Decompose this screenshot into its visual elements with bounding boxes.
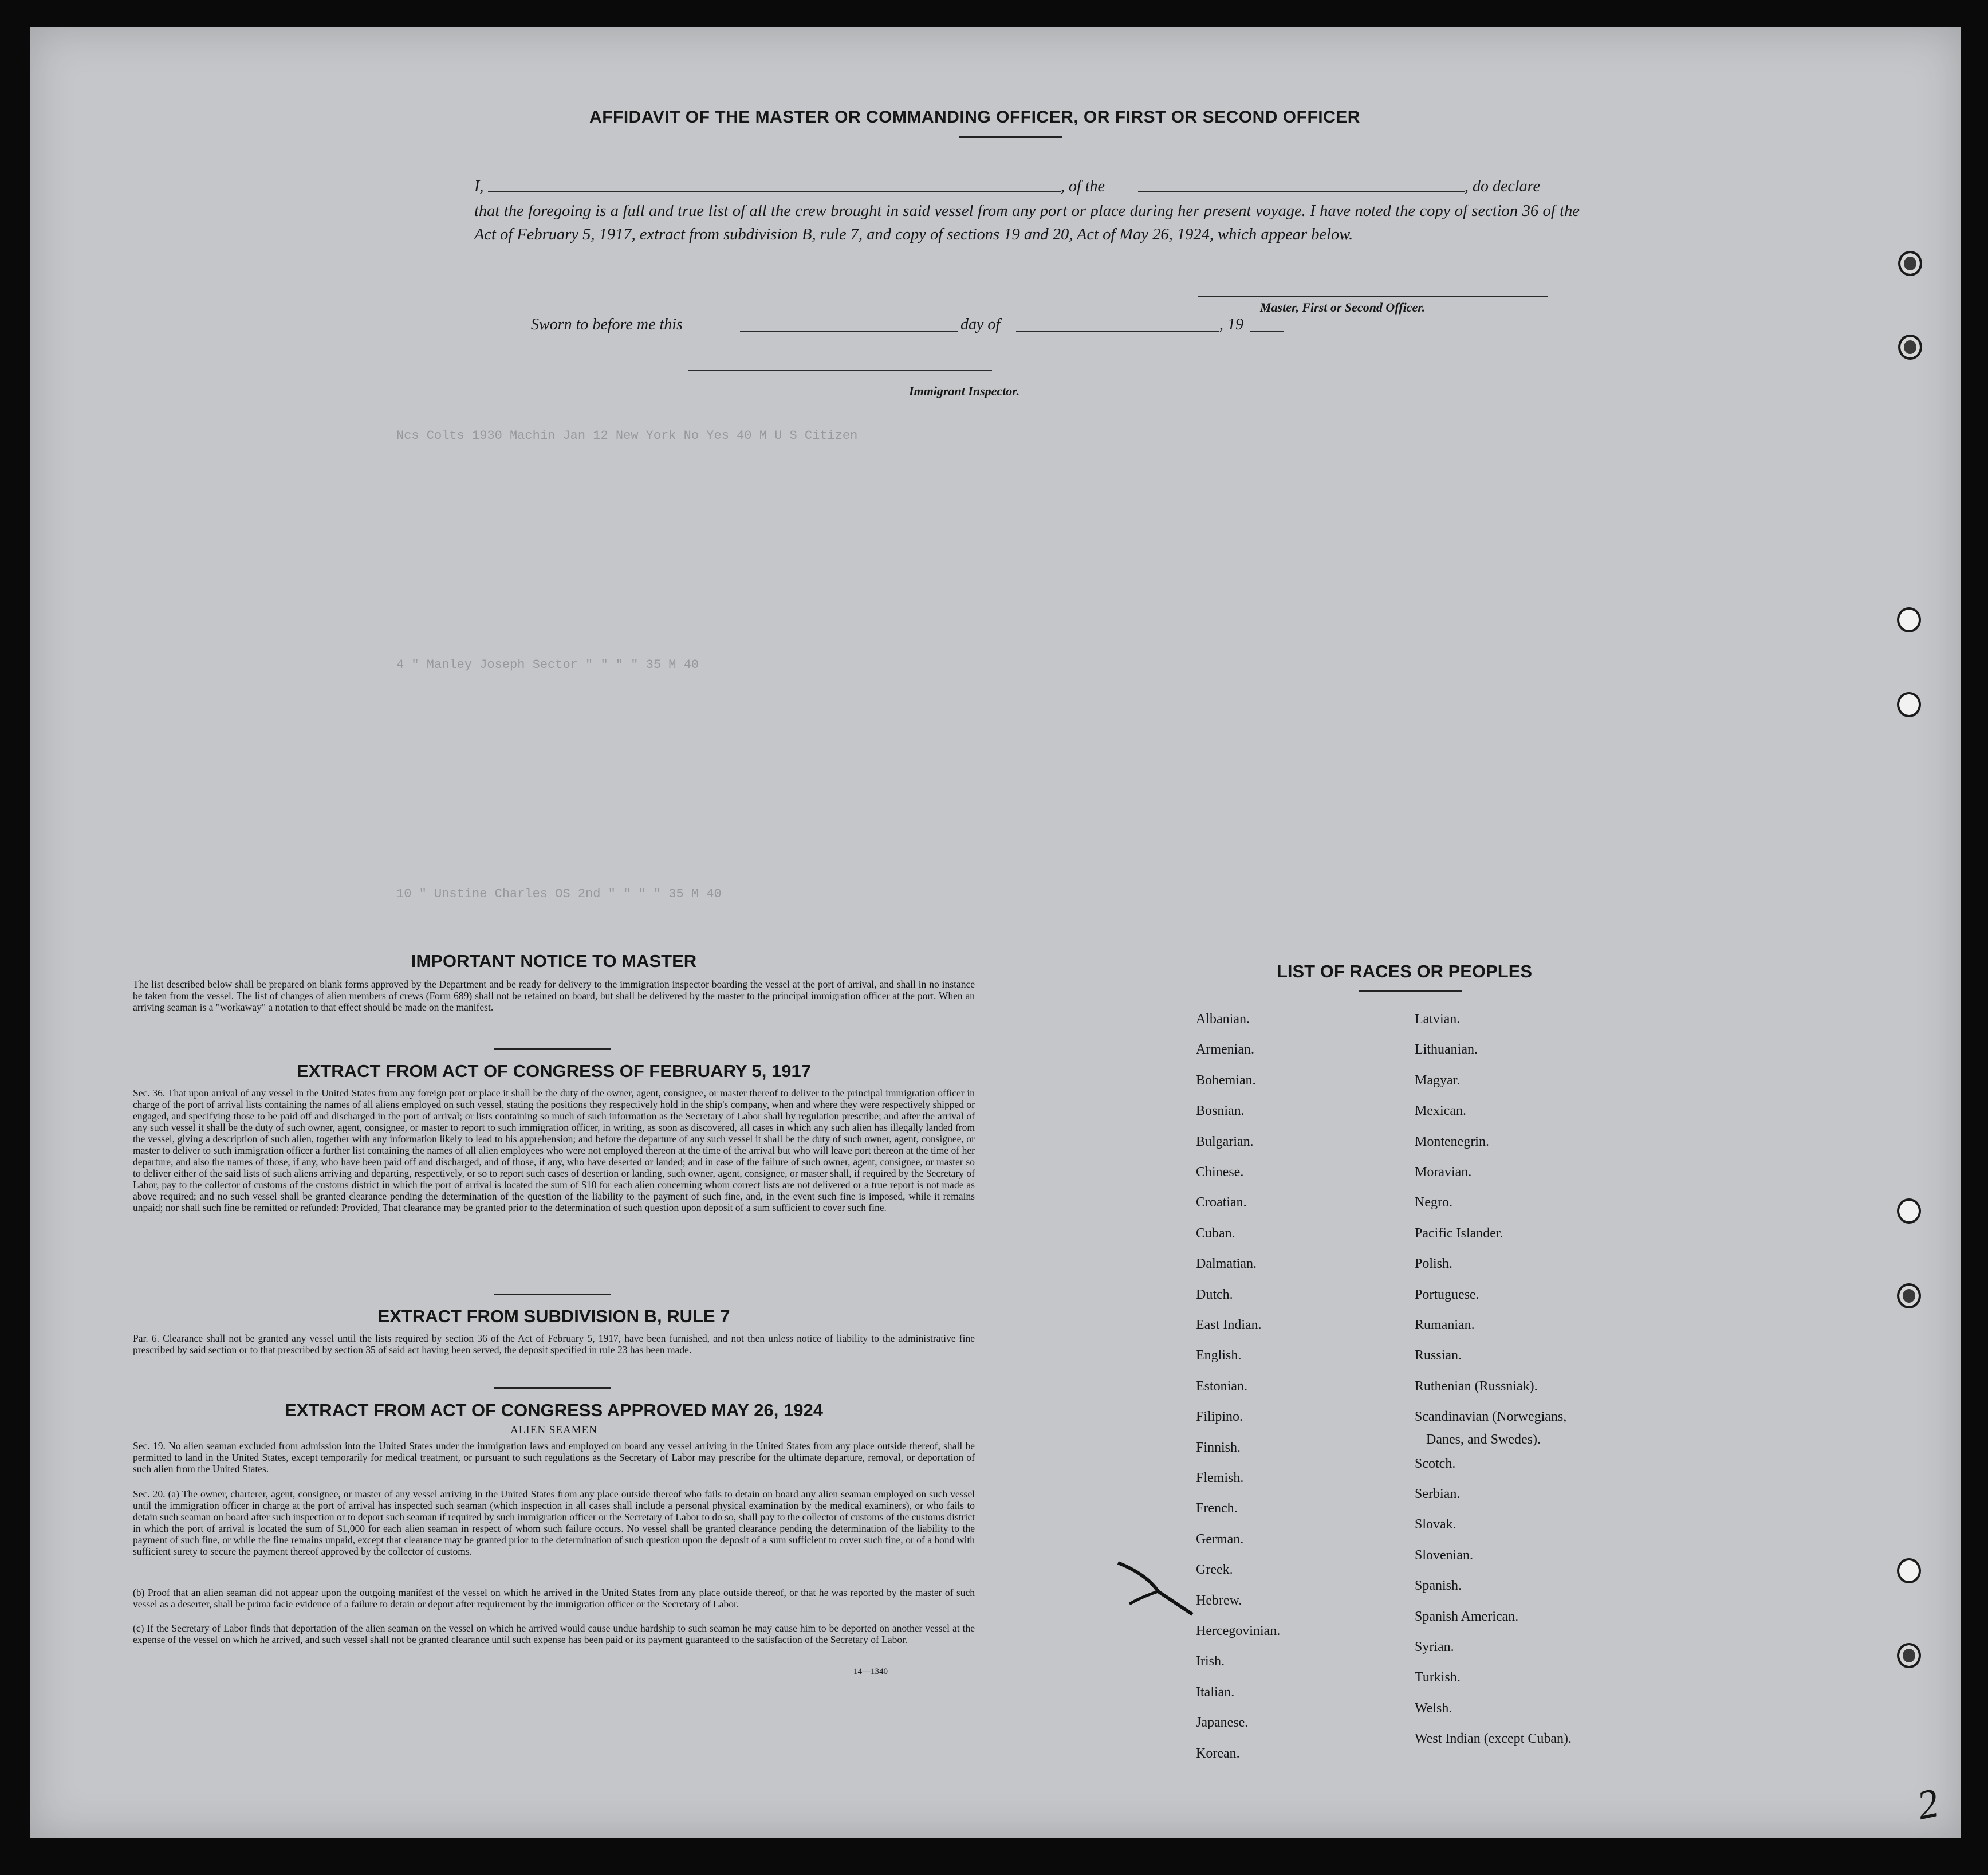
race-item: Moravian.	[1415, 1165, 1472, 1180]
bleed-through-text: 4 " Manley Joseph Sector " " " " 35 M 40	[396, 658, 699, 672]
title-divider	[959, 136, 1062, 138]
race-item: Finnish.	[1196, 1440, 1241, 1455]
race-item: Russian.	[1415, 1348, 1462, 1363]
binder-hole	[1897, 1558, 1921, 1583]
race-item: French.	[1196, 1501, 1238, 1516]
races-divider	[1359, 990, 1462, 992]
affidavit-declare-label: , do declare	[1465, 178, 1540, 195]
affidavit-i-label: I,	[474, 178, 484, 195]
race-item: Scotch.	[1415, 1456, 1456, 1471]
year-prefix-label: , 19	[1219, 316, 1243, 333]
binder-hole	[1897, 1283, 1921, 1308]
binder-hole	[1898, 251, 1922, 276]
race-item: Greek.	[1196, 1562, 1233, 1578]
race-item: Korean.	[1196, 1746, 1240, 1761]
section-divider	[494, 1048, 611, 1050]
act-1924-sec20a: Sec. 20. (a) The owner, charterer, agent, consignee, or master of any vessel arriving in the United States from any place outside thereof who fails to detain on board any alien seaman employed on such vessel until the immigration officer in charge at the port of arrival has inspected such seaman (which inspection in all cases shall include a personal physical examination by the medical examiners), or who fails to detain such seaman on board after such inspection or to deport such seaman if required by such immigration officer or the Secretary of Labor to do so, shall pay to the collector of customs of the customs district in which the port of arrival is located the sum of $1,000 for each alien seaman in respect of whom such failure occurs. No vessel shall be granted clearance pending the determination of the liability to the payment of such fine, or while the fine remains unpaid, except that clearance may be granted prior to the determination of such question upon the deposit of a sum sufficient to cover such fine, or of a bond with sufficient surety to secure the payment thereof approved by the collector of customs.	[133, 1488, 975, 1557]
sworn-label: Sworn to before me this	[531, 316, 683, 333]
race-item: Slovak.	[1415, 1517, 1456, 1532]
race-item: Polish.	[1415, 1256, 1453, 1272]
form-number: 14—1340	[853, 1667, 888, 1676]
inspector-signature-label: Immigrant Inspector.	[909, 384, 1020, 398]
act-1924-sec20c: (c) If the Secretary of Labor finds that deportation of the alien seaman on the vessel on which he arrived would cause undue hardship to such seaman he may cause him to be deported on another vessel at the expense of the vessel on which he arrived, and such vessel shall not be granted clearance until such expense has been paid or its payment guaranteed to the satisfaction of the Secretary of Labor.	[133, 1622, 975, 1645]
section-divider	[494, 1387, 611, 1389]
act-1917-title: EXTRACT FROM ACT OF CONGRESS OF FEBRUARY 5, 1917	[297, 1061, 811, 1081]
binder-hole	[1897, 607, 1921, 632]
race-item: Danes, and Swedes).	[1426, 1432, 1541, 1447]
race-item: Estonian.	[1196, 1378, 1247, 1394]
affidavit-of-the-label: , of the	[1061, 178, 1105, 195]
race-item: Turkish.	[1415, 1670, 1461, 1685]
race-item: Dalmatian.	[1196, 1256, 1257, 1272]
affidavit-title: AFFIDAVIT OF THE MASTER OR COMMANDING OFFICER, OR FIRST OR SECOND OFFICER	[589, 108, 1360, 127]
bleed-through-text: Ncs Colts 1930 Machin Jan 12 New York No Yes 40 M U S Citizen	[396, 429, 858, 443]
race-item: Italian.	[1196, 1684, 1235, 1700]
master-signature-label: Master, First or Second Officer.	[1260, 300, 1426, 315]
bleed-through-text: 10 " Unstine Charles OS 2nd " " " " 35 M 40	[396, 887, 722, 901]
race-item: Irish.	[1196, 1654, 1225, 1669]
race-item: Filipino.	[1196, 1409, 1243, 1425]
affidavit-body: that the foregoing is a full and true list of all the crew brought in said vessel from any port or place during her present voyage. I have noted the copy of section 36 of the Act of February 5, 1917, extract from subdivision B, rule 7, and copy of sections 19 and 20, Act of May 26, 1924, which appear below.	[474, 202, 1580, 243]
notice-title: IMPORTANT NOTICE TO MASTER	[411, 951, 697, 971]
race-item: Bosnian.	[1196, 1103, 1245, 1119]
race-item: Rumanian.	[1415, 1318, 1475, 1332]
race-item: Syrian.	[1415, 1640, 1454, 1654]
rule-7-title: EXTRACT FROM SUBDIVISION B, RULE 7	[377, 1306, 730, 1326]
race-item: Welsh.	[1415, 1700, 1452, 1716]
pen-check-mark	[1107, 1551, 1198, 1620]
race-item: Montenegrin.	[1415, 1134, 1489, 1149]
notice-text: The list described below shall be prepared on blank forms approved by the Department and be ready for delivery to the immigration inspector boarding the vessel at the port of arrival, and shall in no instance be taken from the vessel. The list of changes of alien members of crews (Form 689) shall not be retained on board, but shall be delivered by the master to the principal immigration officer at the port. When an arriving seaman is a "workaway" a notation to that effect should be made on the manifest.	[133, 978, 975, 1013]
race-item: Spanish American.	[1415, 1609, 1519, 1624]
race-item: Pacific Islander.	[1415, 1225, 1503, 1241]
declarant-name-field[interactable]	[488, 191, 1061, 192]
document-page	[30, 27, 1961, 1838]
race-item: Serbian.	[1415, 1487, 1461, 1501]
race-item: Hebrew.	[1196, 1593, 1242, 1608]
race-item: Cuban.	[1196, 1225, 1235, 1241]
race-item: Dutch.	[1196, 1287, 1233, 1302]
race-item: East Indian.	[1196, 1318, 1262, 1332]
race-item: Negro.	[1415, 1195, 1452, 1210]
act-1924-title: EXTRACT FROM ACT OF CONGRESS APPROVED MAY 26, 1924	[285, 1400, 823, 1420]
sworn-year-field[interactable]	[1250, 331, 1284, 332]
race-item: Bohemian.	[1196, 1072, 1256, 1088]
act-1924-sec20b: (b) Proof that an alien seaman did not appear upon the outgoing manifest of the vessel on which he arrived in the United States from any place outside thereof, or that he was reported by the master of such vessel as a deserter, shall be prima facie evidence of a failure to detain or deport after requirement by the immigration officer or the Secretary of Labor.	[133, 1587, 975, 1610]
race-item: Hercegovinian.	[1196, 1624, 1281, 1638]
binder-hole	[1897, 692, 1921, 717]
race-item: Scandinavian (Norwegians,	[1415, 1409, 1567, 1425]
race-item: English.	[1196, 1348, 1242, 1363]
race-item: Bulgarian.	[1196, 1134, 1254, 1149]
binder-hole	[1898, 335, 1922, 360]
day-of-label: day of	[960, 316, 1001, 333]
binder-hole	[1897, 1198, 1921, 1224]
sworn-day-field[interactable]	[740, 331, 958, 332]
act-1924-subtitle: ALIEN SEAMEN	[510, 1424, 597, 1436]
races-title: LIST OF RACES OR PEOPLES	[1276, 961, 1533, 981]
race-item: Spanish.	[1415, 1578, 1462, 1594]
binder-hole	[1897, 1643, 1921, 1668]
race-item: Magyar.	[1415, 1072, 1461, 1088]
race-item: Mexican.	[1415, 1103, 1466, 1119]
vessel-name-field[interactable]	[1138, 191, 1465, 192]
page-number: 2	[1912, 1779, 1943, 1829]
master-signature-line[interactable]	[1198, 296, 1548, 297]
race-item: Flemish.	[1196, 1471, 1244, 1485]
race-item: German.	[1196, 1531, 1244, 1547]
race-item: Portuguese.	[1415, 1287, 1479, 1302]
race-item: Lithuanian.	[1415, 1042, 1478, 1058]
inspector-signature-line[interactable]	[688, 370, 992, 371]
race-item: Ruthenian (Russniak).	[1415, 1378, 1538, 1394]
sworn-month-field[interactable]	[1016, 331, 1219, 332]
race-item: Slovenian.	[1415, 1547, 1473, 1563]
race-item: West Indian (except Cuban).	[1415, 1731, 1572, 1747]
race-item: Latvian.	[1415, 1012, 1461, 1027]
race-item: Albanian.	[1196, 1012, 1250, 1027]
race-item: Armenian.	[1196, 1042, 1254, 1058]
act-1924-sec19: Sec. 19. No alien seaman excluded from admission into the United States under the immigration laws and employed on board any vessel arriving in the United States from any place outside thereof, shall be permitted to land in the United States, except temporarily for medical treatment, or pursuant to such regulations as the Secretary of Labor may prescribe for the ultimate departure, removal, or deportation of such alien from the United States.	[133, 1440, 975, 1475]
race-item: Croatian.	[1196, 1195, 1247, 1210]
race-item: Japanese.	[1196, 1715, 1249, 1731]
act-1917-text: Sec. 36. That upon arrival of any vessel in the United States from any foreign port or place it shall be the duty of the owner, agent, consignee, or master thereof to deliver to the principal immigration officer in charge of the port of arrival lists containing the names of all aliens employed on such vessel, stating the positions they respectively hold in the ship's company, when and where they were respectively shipped or engaged, and specifying those to be paid off and discharged in the port of arrival; or lists containing so much of such information as the Secretary of Labor shall by regulation prescribe; and after the arrival of any such vessel it shall be the duty of such owner, agent, consignee, or master to report to such immigration officer, in writing, as soon as discovered, all cases in which any such alien has illegally landed from the vessel, giving a description of such alien, together with any information likely to lead to his apprehension; and before the departure of any such vessel it shall be the duty of such owner, agent, consignee, or master to deliver to such immigration officer a further list containing the names of all alien employees who were not employed thereon at the time of the arrival but who will leave port thereon at the time of her departure, and also the names of those, if any, who have been paid off and discharged, and of those, if any, who have deserted or landed; and in case of the failure of such owner, agent, consignee, or master so to deliver either of the said lists of such aliens arriving and departing, respectively, or so to report such cases of desertion or landing, such owner, agent, consignee, or master shall, if required by the Secretary of Labor, pay to the collector of customs of the customs district in which the port of arrival is located the sum of $10 for each alien concerning whom correct lists are not delivered or a true report is not made as above required; and no such vessel shall be granted clearance pending the determination of the question of the liability to the payment of such fine, and, in the event such fine is imposed, while it remains unpaid; nor shall such fine be remitted or refunded: Provided, That clearance may be granted prior to the determination of such question upon deposit of a sum sufficient to cover such fine.	[133, 1087, 975, 1213]
race-item: Chinese.	[1196, 1165, 1244, 1180]
rule-7-text: Par. 6. Clearance shall not be granted any vessel until the lists required by section 36 of the Act of February 5, 1917, have been furnished, and not then unless notice of liability to the administrative fine prescribed by said section or to that prescribed by section 35 of said act having been served, the deposit specified in rule 23 has been made.	[133, 1332, 975, 1355]
section-divider	[494, 1294, 611, 1295]
